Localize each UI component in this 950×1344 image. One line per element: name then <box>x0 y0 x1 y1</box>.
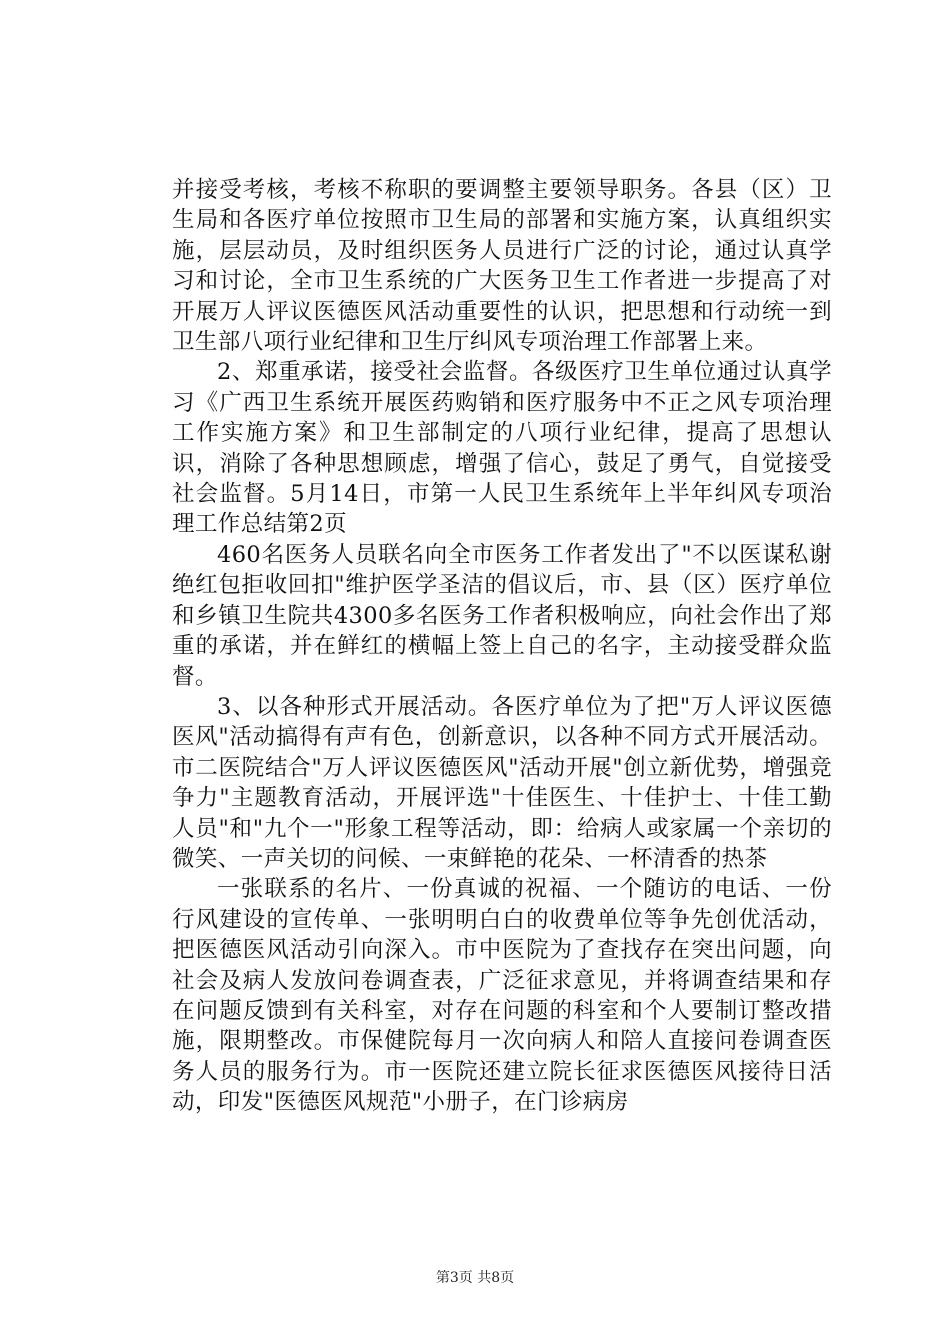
paragraph-2: 2、郑重承诺，接受社会监督。各级医疗卫生单位通过认真学习《广西卫生系统开展医药购销和医疗服务中不正之风专项治理工作实施方案》和卫生部制定的八项行业纪律，提高了思想认识，消除了各种思想顾虑，增强了信心，鼓足了勇气，自觉接受社会监督。5月14日，市第一人民卫生系统年上半年纠风专项治理工作总结第2页 <box>172 359 832 538</box>
paragraph-1: 并接受考核，考核不称职的要调整主要领导职务。各县（区）卫生局和各医疗单位按照市卫生局的部署和实施方案，认真组织实施，层层动员，及时组织医务人员进行广泛的讨论，通过认真学习和讨论，全市卫生系统的广大医务卫生工作者进一步提高了对开展万人评议医德医风活动重要性的认识，把思想和行动统一到卫生部八项行业纪律和卫生厅纠风专项治理工作部署上来。 <box>172 177 832 356</box>
paragraph-5: 一张联系的名片、一份真诚的祝福、一个随访的电话、一份行风建设的宣传单、一张明明白白的收费单位等争先创优活动，把医德医风活动引向深入。市中医院为了查找存在突出问题，向社会及病人发放问卷调查表，广泛征求意见，并将调查结果和存在问题反馈到有关科室，对存在问题的科室和个人要制订整改措施，限期整改。市保健院每月一次向病人和陪人直接问卷调查医务人员的服务行为。市一医院还建立院长征求医德医风接待日活动，印发"医德医风规范"小册子，在门诊病房 <box>172 876 832 1116</box>
paragraph-3: 460名医务人员联名向全市医务工作者发出了"不以医谋私谢绝红包拒收回扣"维护医学圣洁的倡议后，市、县（区）医疗单位和乡镇卫生院共4300多名医务工作者积极响应，向社会作出了郑重的承诺，并在鲜红的横幅上签上自己的名字，主动接受群众监督。 <box>172 541 832 690</box>
document-body <box>172 175 832 1118</box>
paragraph-4: 3、以各种形式开展活动。各医疗单位为了把"万人评议医德医风"活动搞得有声有色，创新意识，以各种不同方式开展活动。市二医院结合"万人评议医德医风"活动开展"创立新优势，增强竞争力"主题教育活动，开展评选"十佳医生、十佳护士、十佳工勤人员"和"九个一"形象工程等活动，即：给病人或家属一个亲切的微笑、一声关切的问候、一束鲜艳的花朵、一杯清香的热茶 <box>172 693 832 872</box>
page-number-footer: 第3页 共8页 <box>435 1270 515 1286</box>
